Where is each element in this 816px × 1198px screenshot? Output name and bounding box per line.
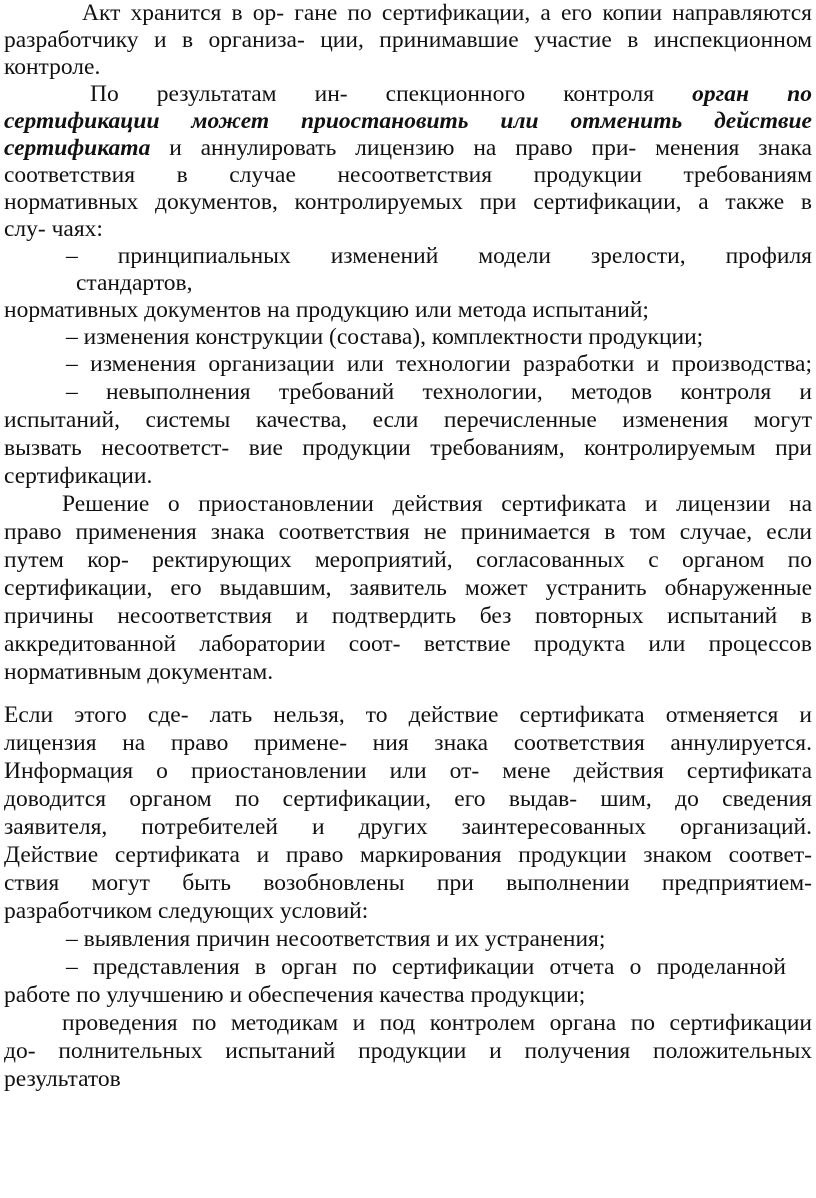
list-item: – выявления причин несоответствия и их устранения; (66, 926, 606, 952)
list-item: – невыполнения требований технологии, методов контроля и (66, 379, 812, 405)
text-line: испытаний, системы качества, если перечисленные изменения могут (4, 407, 812, 433)
list-item: – изменения конструкции (состава), комплектности продукции; (66, 324, 704, 350)
text-line: вызвать несоответст- вие продукции требованиям, контролируемым при (4, 435, 812, 461)
text-line: путем кор- ректирующих мероприятий, согласованных с органом по (4, 547, 812, 573)
text-line: нормативных документов на продукцию или метода испытаний; (4, 297, 649, 323)
list-item: – принципиальных изменений модели зрелости, профиля (66, 243, 812, 269)
text-line: сертификации. (4, 463, 153, 489)
text-line: разработчиком следующих условий: (4, 898, 369, 924)
text-line: Действие сертификата и право маркирования продукции знаком соответ- (4, 842, 812, 868)
text-line: сертификации, его выдавшим, заявитель может устранить обнаруженные (4, 575, 812, 601)
text-line: причины несоответствия и подтвердить без повторных испытаний в (4, 603, 812, 629)
text-line: Решение о приостановлении действия сертификата и лицензии на (62, 491, 812, 517)
list-item: – изменения организации или технологии разработки и производства; (66, 351, 812, 377)
text-line: разработчику и в организа- ции, принимавшие участие в инспекционном (4, 27, 812, 53)
text-line: до- полнительных испытаний продукции и получения положительных (4, 1038, 812, 1064)
text-line: слу- чаях: (4, 216, 103, 242)
text-fragment: и аннулировать лицензию на право при- менения знака (150, 135, 812, 161)
list-item: – представления в орган по сертификации отчета о проделанной (66, 954, 786, 980)
text-line: соответствия в случае несоответствия продукции требованиям (4, 162, 812, 188)
text-line: работе по улучшению и обеспечения качества продукции; (4, 982, 586, 1008)
text-fragment: По результатам ин- спекционного контроля (90, 81, 655, 107)
text-line: лицензия на право примене- ния знака соответствия аннулируется. (4, 730, 812, 756)
text-line: Информация о приостановлении или от- мене действия сертификата (4, 758, 812, 784)
text-line: нормативных документов, контролируемых при сертификации, а также в (4, 189, 812, 215)
text-line: доводится органом по сертификации, его выдав- шим, до сведения (4, 786, 812, 812)
text-line (4, 81, 812, 108)
emphasis-text: сертификации может приостановить или отменить действие (4, 108, 812, 134)
text-line: результатов (4, 1066, 121, 1092)
text-line: заявителя, потребителей и других заинтересованных организаций. (4, 814, 812, 840)
text-line: нормативным документам. (4, 659, 274, 685)
emphasis-text: орган по (692, 81, 812, 107)
text-line: Акт хранится в ор- гане по сертификации, а его копии направляются (82, 0, 812, 26)
text-line: стандартов, (76, 270, 193, 296)
text-line: проведения по методикам и под контролем органа по сертификации (62, 1010, 812, 1036)
text-line (4, 135, 812, 162)
emphasis-text: сертификата (4, 135, 151, 161)
text-line: аккредитованной лаборатории соот- ветствие продукта или процессов (4, 631, 812, 657)
text-line: контроле. (4, 54, 101, 80)
text-line: Если этого сде- лать нельзя, то действие сертификата отменяется и (4, 702, 812, 728)
text-line: ствия могут быть возобновлены при выполнении предприятием- (4, 870, 812, 896)
text-line: право применения знака соответствия не принимается в том случае, если (4, 519, 812, 545)
